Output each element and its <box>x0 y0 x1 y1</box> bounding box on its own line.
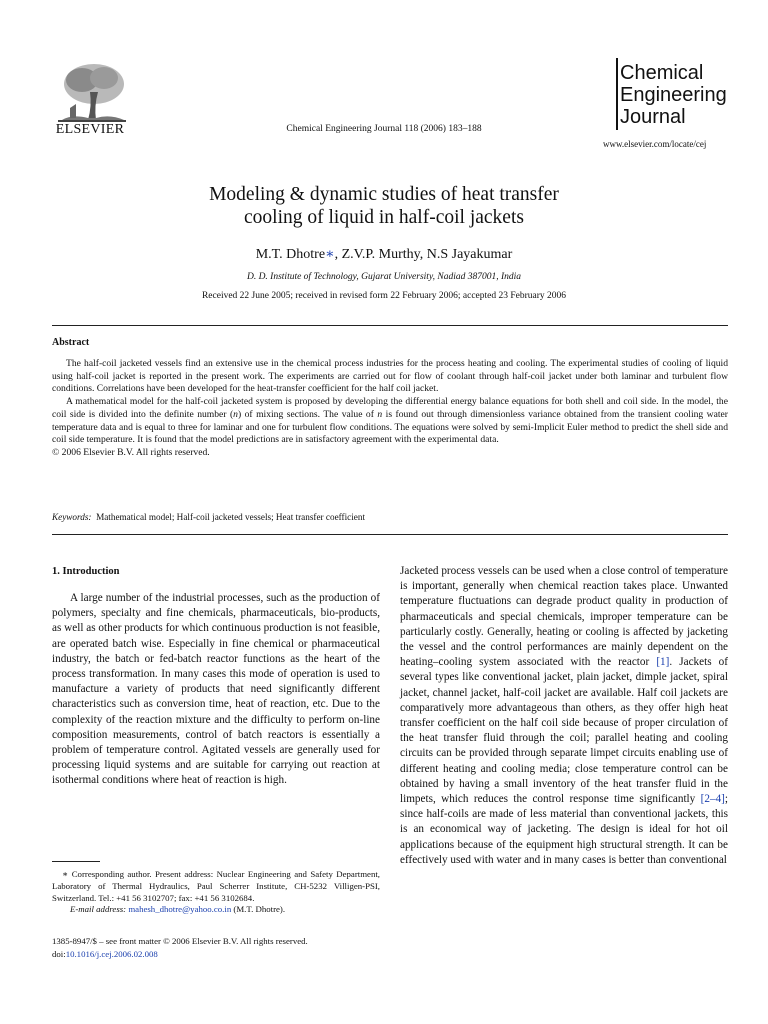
intro-paragraph: A large number of the industrial processes, such as the production of polymers, specialty and fine chemicals, pharmaceuticals, bio-products, as well as other products for which continuous production is not feasible, are operated batch wise. Especially in fine chemical or pharmaceutical industry, the batch or fed-batch reactor functions as the heart of the process transformation. In many cases this mode of operation is used to manufacture a variety of products that need significantly different characteristics such as conversion time, heat of reaction, etc. Due to the complexity of the reaction mixture and the difficulty to perform on-line composition measurements, control of batch reactors is essentially a problem of temperature control. Agitated vessels are generally used for processing liquid systems and are suitable for carrying out reaction at isothermal conditions where heat of reaction is high. <box>52 592 380 787</box>
email-owner: (M.T. Dhotre). <box>231 904 286 915</box>
corresponding-author-mark[interactable]: ∗ <box>325 247 335 262</box>
title-line-1: Modeling & dynamic studies of heat transfer <box>209 184 559 205</box>
brand-line-2: Engineering <box>620 84 727 106</box>
keywords-value: Mathematical model; Half-coil jacketed vessels; Heat transfer coefficient <box>96 512 366 522</box>
right-column <box>400 564 728 868</box>
abstract-text: A mathematical model for the half-coil jacketed system is proposed by developing the differential energy balance equations for both shell and coil side. In the model, the coil side is divided into the definite number ( <box>52 396 728 420</box>
received-dates: Received 22 June 2005; received in revised form 22 February 2006; accepted 23 February 2006 <box>201 291 567 301</box>
author-1: M.T. Dhotre <box>255 247 326 262</box>
title-line-2: cooling of liquid in half-coil jackets <box>244 207 524 228</box>
article-title <box>0 183 768 229</box>
abstract-heading: Abstract <box>52 337 90 348</box>
footnote-email <box>52 904 380 916</box>
variable-n: n <box>377 408 383 420</box>
doi <box>52 949 158 959</box>
front-matter: 1385-8947/$ – see front matter © 2006 Elsevier B.V. All rights reserved. <box>52 936 308 946</box>
brand-line-3: Journal <box>620 106 686 128</box>
other-authors: , Z.V.P. Murthy, N.S Jayakumar <box>334 247 513 262</box>
intro-paragraph-continued <box>400 564 728 868</box>
body-text: . Jackets of several types like conventional jacket, plain jacket, dimple jacket, spiral jacket, channel jacket, half-coil jacket are available. Half coil jackets are comparatively more advantageous than others, as they offer high heat transfer coefficient on the half coil side because of proper circulation of the heat transfer fluid through the coil; parallel heating and cooling circuits can be provided through separate limpet circuits enabling use of different heating and cooling media; close temperature control can be obtained by having a small inventory of the heat transfer fluid in the limpets, which reduces the control response time significantly <box>400 656 728 806</box>
citation-link[interactable]: [2–4] <box>700 793 725 806</box>
doi-link[interactable]: 10.1016/j.cej.2006.02.008 <box>65 949 158 959</box>
footnote-text <box>52 869 380 904</box>
abstract-text: is found out through dimensionless variance obtained from the transient cooling water temperature data and is equal to three for laminar and one for turbulent flow conditions. The equations were solved by semi-Implicit Euler method to predict the shell side and coil side temperature. It is found that the model predictions are in satisfactory agreement with the experimental data. <box>52 408 728 446</box>
email-label: E-mail address: <box>70 904 127 915</box>
citation-link[interactable]: [1] <box>656 656 670 669</box>
abstract-paragraph-1: The half-coil jacketed vessels find an extensive use in the chemical process industries for the process heating and cooling. The experimental studies of cooling of liquid using half-coil jacket is reported in the present work. The experiments are carried out for flow of coolant through half-coil jacket under both laminar and turbulent flow conditions. Correlations have been developed for the heat-transfer coefficient for the half coil jacket. <box>52 358 728 395</box>
abstract-text: ) of mixing sections. The value of <box>237 408 378 420</box>
email-link[interactable]: mahesh_dhotre@yahoo.co.in <box>128 904 232 915</box>
keywords <box>52 512 365 522</box>
footnote <box>52 869 380 916</box>
abstract-copyright: © 2006 Elsevier B.V. All rights reserved. <box>52 446 210 458</box>
body-text: Jacketed process vessels can be used when a close control of temperature is important, generally when chemical reaction takes place. Unwanted temperature fluctuations can degrade product quality in production of pharmaceuticals and special chemicals, improper temperature can be particularly costly. Generally, heating or cooling is affected by jacketing the vessel and the control performances are mainly dependent on the heating–cooling system associated with the reactor <box>400 565 728 669</box>
publisher-name: ELSEVIER <box>55 122 125 137</box>
left-column <box>52 591 380 789</box>
journal-reference: Chemical Engineering Journal 118 (2006) 183–188 <box>286 124 482 134</box>
journal-url[interactable]: www.elsevier.com/locate/cej <box>603 139 707 149</box>
author-list <box>0 246 768 263</box>
doi-label: doi: <box>52 949 66 959</box>
divider-bottom <box>52 534 728 535</box>
affiliation: D. D. Institute of Technology, Gujarat University, Nadiad 387001, India <box>246 272 522 282</box>
body-text: ; since half-coils are made of less material than conventional jackets, this is an economical way of jacketing. The design is ideal for hot oil applications because of the equipment high structural strength. It can be effectively used with water and in many cases is better than conventional <box>400 793 728 866</box>
footnote-divider <box>52 861 100 862</box>
footnote-mark: ∗ <box>62 869 69 879</box>
footnote-body: Corresponding author. Present address: Nuclear Engineering and Safety Department, Laboratory of Thermal Hydraulics, Paul Scherrer Institute, CH-5232 Villigen-PSI, Switzerland. Tel.: +41 56 3102707; fax: +41 56 3102684. <box>52 869 380 903</box>
brand-divider <box>616 58 618 130</box>
keywords-label: Keywords: <box>52 512 92 522</box>
abstract-body <box>52 358 728 460</box>
journal-brand <box>620 62 727 128</box>
brand-line-1: Chemical <box>620 62 704 84</box>
variable-n: n <box>233 408 238 420</box>
section-heading: 1. Introduction <box>52 566 120 577</box>
abstract-paragraph-2 <box>52 396 728 447</box>
divider-top <box>52 325 728 326</box>
